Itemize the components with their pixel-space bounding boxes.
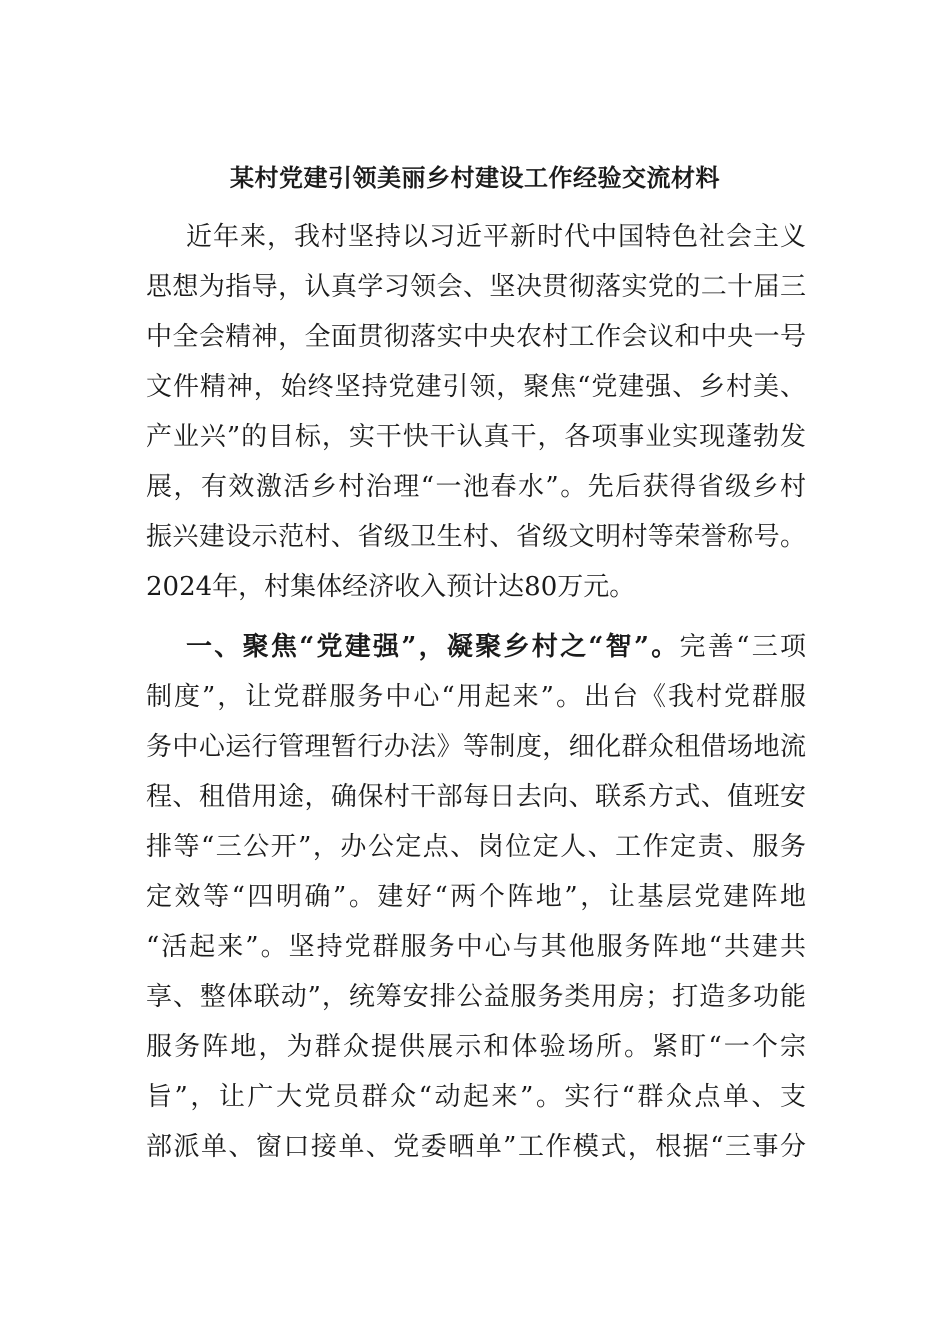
section-1-line: 制度”，让党群服务中心“用起来”。出台《我村党群服 bbox=[146, 682, 806, 712]
section-1-first-line-text: 完善“三项 bbox=[679, 632, 806, 662]
intro-line: 近年来，我村坚持以习近平新时代中国特色社会主义 bbox=[186, 222, 806, 252]
document-title: 某村党建引领美丽乡村建设工作经验交流材料 bbox=[230, 163, 720, 192]
section-1-line: 服务阵地，为群众提供展示和体验场所。紧盯“一个宗 bbox=[146, 1032, 806, 1062]
intro-line: 思想为指导，认真学习领会、坚决贯彻落实党的二十届三 bbox=[146, 272, 806, 302]
section-1-line: 程、租借用途，确保村干部每日去向、联系方式、值班安 bbox=[146, 782, 806, 812]
section-1-line: “活起来”。坚持党群服务中心与其他服务阵地“共建共 bbox=[146, 932, 806, 962]
section-1-line: 定效等“四明确”。建好“两个阵地”，让基层党建阵地 bbox=[146, 882, 806, 912]
intro-line: 展，有效激活乡村治理“一池春水”。先后获得省级乡村 bbox=[146, 472, 806, 502]
intro-paragraph bbox=[146, 212, 806, 612]
section-1-line: 旨”，让广大党员群众“动起来”。实行“群众点单、支 bbox=[146, 1082, 806, 1112]
section-1-line: 部派单、窗口接单、党委晒单”工作模式，根据“三事分 bbox=[146, 1132, 806, 1162]
intro-line: 振兴建设示范村、省级卫生村、省级文明村等荣誉称号。 bbox=[146, 522, 806, 552]
section-1-paragraph bbox=[146, 622, 806, 1172]
intro-line: 产业兴”的目标，实干快干认真干，各项事业实现蓬勃发 bbox=[146, 422, 806, 452]
intro-line: 文件精神，始终坚持党建引领，聚焦“党建强、乡村美、 bbox=[146, 372, 806, 402]
intro-line: 中全会精神，全面贯彻落实中央农村工作会议和中央一号 bbox=[146, 322, 806, 352]
section-1-line: 务中心运行管理暂行办法》等制度，细化群众租借场地流 bbox=[146, 732, 806, 762]
section-1-line: 享、整体联动”，统筹安排公益服务类用房；打造多功能 bbox=[146, 982, 806, 1012]
section-1-line: 排等“三公开”，办公定点、岗位定人、工作定责、服务 bbox=[146, 832, 806, 862]
intro-line: 2024年，村集体经济收入预计达80万元。 bbox=[146, 572, 636, 602]
section-1-first-line bbox=[146, 622, 806, 672]
section-1-heading: 一、聚焦“党建强”，凝聚乡村之“智”。 bbox=[186, 632, 680, 662]
